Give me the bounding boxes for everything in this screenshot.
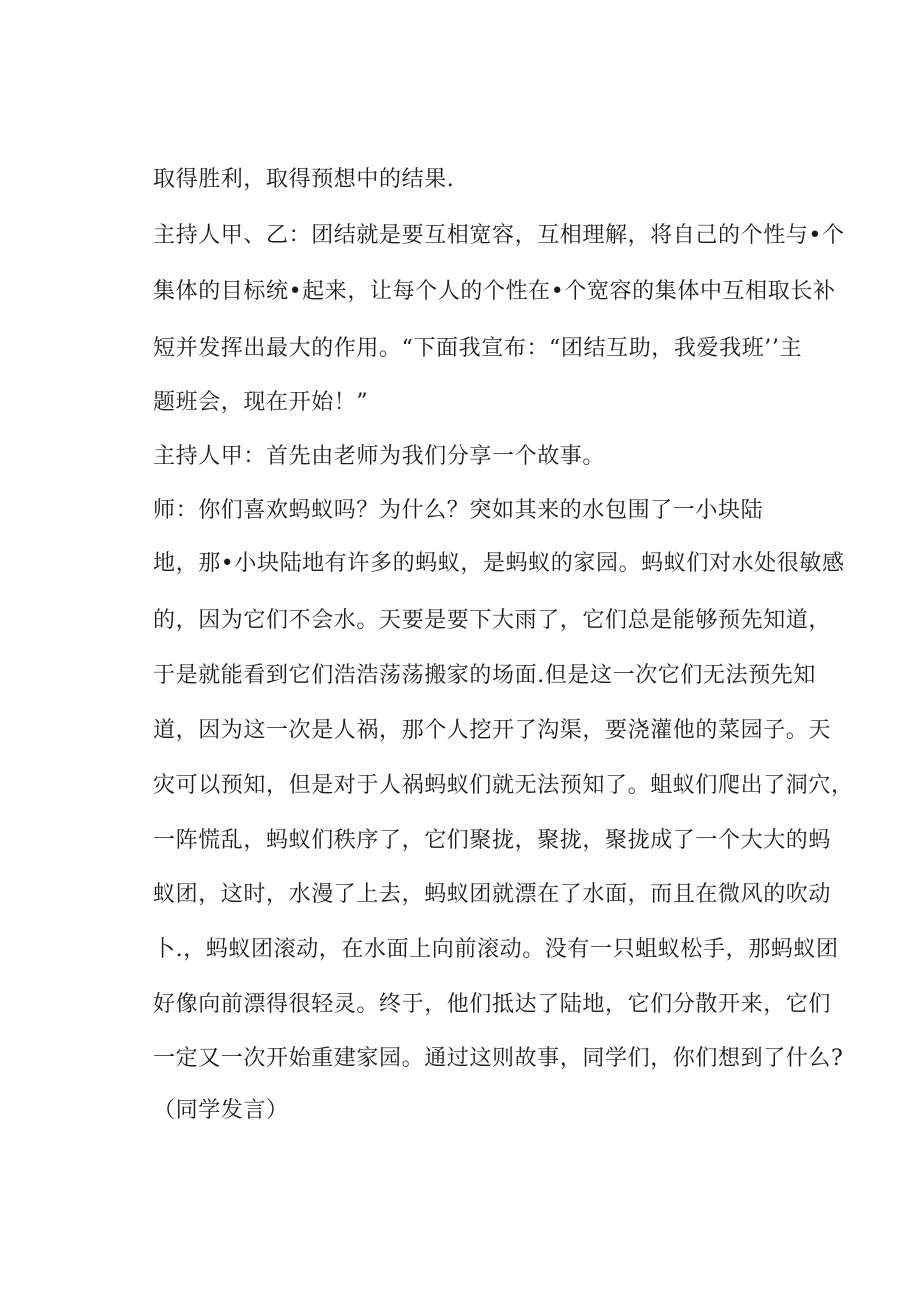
text-line: 短并发挥出最大的作用。“下面我宣布：“团结互助，我爱我班’’主 [153,336,803,361]
text-line: 灾可以预知，但是对于人祸蚂蚁们就无法预知了。蛆蚁们爬出了洞穴， [153,773,854,798]
text-line: 一定又一次开始重建家园。通过这则故事，同学们，你们想到了什么? [153,1046,844,1071]
text-line: （同学发言） [153,1098,289,1123]
text-line: 主持人甲：首先由老师为我们分享一个故事。 [153,444,606,469]
text-line: 主持人甲、乙：团结就是要互相宽容，互相理解，将自己的个性与•个 [153,223,845,248]
text-line: 师：你们喜欢蚂蚁吗？为什么？突如其来的水包围了一小块陆 [153,498,764,523]
text-line: 道，因为这一次是人祸，那个人挖开了沟渠，要浇灌他的菜园子。天 [153,718,832,743]
text-line: 好像向前漂得很轻灵。终于，他们抵达了陆地，它们分散开来，它们 [153,992,832,1017]
text-line: 的，因为它们不会水。天要是要下大雨了，它们总是能够预先知道， [153,608,832,633]
text-line: 一阵慌乱，蚂蚁们秩序了，它们聚拢，聚拢，聚拢成了一个大大的蚂 [153,828,832,853]
text-line: 卜.，蚂蚁团滚动，在水面上向前滚动。没有一只蛆蚁松手，那蚂蚁团 [153,937,839,962]
text-line: 于是就能看到它们浩浩荡荡搬家的场面.但是这一次它们无法预先知 [153,663,816,688]
text-line: 集体的目标统•起来，让每个人的个性在•个宽容的集体中互相取长补 [153,279,836,304]
text-line: 题班会，现在开始！” [153,390,369,415]
text-line: 地，那•小块陆地有许多的蚂蚁，是蚂蚁的家园。蚂蚁们对水处很敏感 [153,551,845,576]
text-line: 蚁团，这时，水漫了上去，蚂蚁团就漂在了水面，而且在微风的吹动 [153,882,832,907]
text-line: 取得胜利，取得预想中的结果. [153,167,455,192]
